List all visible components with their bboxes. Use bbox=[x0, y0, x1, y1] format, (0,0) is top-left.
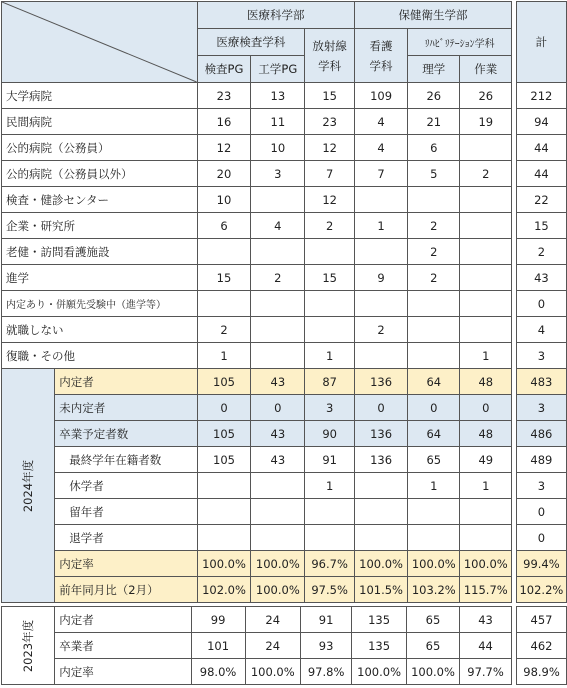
employment-status-table bbox=[1, 1, 567, 603]
value-cell: 0 bbox=[408, 395, 460, 421]
value-cell: 4 bbox=[355, 109, 408, 135]
value-cell bbox=[355, 499, 408, 525]
value-cell: 100.0% bbox=[197, 551, 251, 577]
total-cell: 212 bbox=[516, 83, 566, 109]
total-cell: 44 bbox=[516, 161, 566, 187]
total-cell: 2 bbox=[516, 239, 566, 265]
value-cell: 2 bbox=[355, 317, 408, 343]
row-label: 大学病院 bbox=[2, 83, 198, 109]
value-cell bbox=[355, 291, 408, 317]
row-label: 最終学年在籍者数 bbox=[55, 447, 197, 473]
value-cell: 48 bbox=[460, 369, 512, 395]
header-sagyo: 作業 bbox=[460, 56, 512, 83]
value-cell bbox=[460, 525, 512, 551]
value-cell: 3 bbox=[251, 161, 305, 187]
header-rehab-dept: ﾘﾊﾋﾞﾘﾃｰｼｮﾝ学科 bbox=[408, 29, 512, 56]
value-cell: 115.7% bbox=[460, 577, 512, 603]
value-cell: 64 bbox=[408, 369, 460, 395]
value-cell bbox=[305, 291, 355, 317]
row-label: 進学 bbox=[2, 265, 198, 291]
value-cell: 0 bbox=[355, 395, 408, 421]
value-cell: 136 bbox=[355, 369, 408, 395]
row-label: 留年者 bbox=[55, 499, 197, 525]
value-cell: 97.8% bbox=[300, 659, 352, 685]
value-cell bbox=[355, 473, 408, 499]
total-cell: 0 bbox=[516, 499, 566, 525]
value-cell: 91 bbox=[305, 447, 355, 473]
value-cell: 15 bbox=[305, 265, 355, 291]
total-cell: 102.2% bbox=[516, 577, 566, 603]
value-cell bbox=[197, 525, 251, 551]
table-row bbox=[2, 239, 567, 265]
row-label: 公的病院（公務員） bbox=[2, 135, 198, 161]
corner-header-cell bbox=[2, 2, 198, 83]
diagonal-line bbox=[2, 2, 197, 82]
value-cell: 15 bbox=[305, 83, 355, 109]
value-cell: 9 bbox=[355, 265, 408, 291]
value-cell bbox=[460, 135, 512, 161]
value-cell: 65 bbox=[408, 447, 460, 473]
value-cell: 135 bbox=[352, 607, 406, 633]
value-cell: 87 bbox=[305, 369, 355, 395]
value-cell bbox=[408, 291, 460, 317]
value-cell bbox=[305, 317, 355, 343]
value-cell bbox=[197, 239, 251, 265]
value-cell: 12 bbox=[305, 135, 355, 161]
total-cell: 462 bbox=[517, 633, 567, 659]
table-row bbox=[2, 109, 567, 135]
table-row bbox=[2, 447, 567, 473]
table-row bbox=[2, 213, 567, 239]
header-group-medical-science: 医療科学部 bbox=[197, 2, 354, 29]
total-cell: 94 bbox=[516, 109, 566, 135]
value-cell: 65 bbox=[406, 607, 460, 633]
header-kogaku-pg: 工学PG bbox=[251, 56, 305, 83]
row-label: 前年同月比（2月） bbox=[55, 577, 197, 603]
value-cell: 100.0% bbox=[352, 659, 406, 685]
value-cell bbox=[251, 291, 305, 317]
value-cell bbox=[408, 317, 460, 343]
total-cell: 486 bbox=[516, 421, 566, 447]
year-label-2024 bbox=[2, 369, 55, 603]
value-cell: 26 bbox=[460, 83, 512, 109]
value-cell: 48 bbox=[460, 421, 512, 447]
value-cell: 10 bbox=[251, 135, 305, 161]
value-cell bbox=[408, 525, 460, 551]
value-cell: 97.5% bbox=[305, 577, 355, 603]
value-cell: 65 bbox=[406, 633, 460, 659]
value-cell: 98.0% bbox=[191, 659, 245, 685]
value-cell: 10 bbox=[197, 187, 251, 213]
row-label: 企業・研究所 bbox=[2, 213, 198, 239]
table-row bbox=[2, 659, 567, 685]
header-radiology-dept: 放射線 学科 bbox=[305, 29, 355, 83]
row-label: 退学者 bbox=[55, 525, 197, 551]
total-cell: 4 bbox=[516, 317, 566, 343]
table-row bbox=[2, 473, 567, 499]
value-cell: 100.0% bbox=[355, 551, 408, 577]
header-kensa-dept: 医療検査学科 bbox=[197, 29, 305, 56]
row-label: 卒業者 bbox=[55, 633, 191, 659]
row-label: 民間病院 bbox=[2, 109, 198, 135]
row-label: 復職・その他 bbox=[2, 343, 198, 369]
header-group-health-science: 保健衛生学部 bbox=[355, 2, 512, 29]
year-label-2023 bbox=[2, 607, 55, 685]
value-cell: 100.0% bbox=[245, 659, 300, 685]
value-cell: 0 bbox=[251, 395, 305, 421]
value-cell: 2 bbox=[408, 239, 460, 265]
value-cell bbox=[251, 187, 305, 213]
value-cell bbox=[251, 499, 305, 525]
table-row bbox=[2, 525, 567, 551]
year-label-text: 2023年度 bbox=[21, 619, 36, 672]
table-row bbox=[2, 291, 567, 317]
value-cell: 136 bbox=[355, 421, 408, 447]
value-cell: 100.0% bbox=[408, 551, 460, 577]
table-row bbox=[2, 317, 567, 343]
total-cell: 3 bbox=[516, 343, 566, 369]
value-cell bbox=[197, 499, 251, 525]
value-cell: 43 bbox=[251, 421, 305, 447]
value-cell bbox=[197, 473, 251, 499]
total-cell: 15 bbox=[516, 213, 566, 239]
value-cell: 96.7% bbox=[305, 551, 355, 577]
value-cell bbox=[460, 239, 512, 265]
value-cell: 136 bbox=[355, 447, 408, 473]
header-rigaku: 理学 bbox=[408, 56, 460, 83]
value-cell: 105 bbox=[197, 369, 251, 395]
value-cell: 1 bbox=[460, 343, 512, 369]
value-cell: 21 bbox=[408, 109, 460, 135]
value-cell: 4 bbox=[355, 135, 408, 161]
value-cell: 7 bbox=[305, 161, 355, 187]
value-cell: 2 bbox=[460, 161, 512, 187]
value-cell bbox=[305, 525, 355, 551]
total-cell: 483 bbox=[516, 369, 566, 395]
value-cell: 6 bbox=[408, 135, 460, 161]
value-cell: 101 bbox=[191, 633, 245, 659]
value-cell: 1 bbox=[408, 473, 460, 499]
value-cell: 2 bbox=[408, 265, 460, 291]
value-cell bbox=[251, 473, 305, 499]
value-cell: 99 bbox=[191, 607, 245, 633]
value-cell bbox=[251, 317, 305, 343]
total-cell: 98.9% bbox=[517, 659, 567, 685]
row-label: 未内定者 bbox=[55, 395, 197, 421]
value-cell: 12 bbox=[197, 135, 251, 161]
value-cell: 64 bbox=[408, 421, 460, 447]
table-row bbox=[2, 421, 567, 447]
value-cell: 93 bbox=[300, 633, 352, 659]
value-cell: 100.0% bbox=[406, 659, 460, 685]
table-row bbox=[2, 83, 567, 109]
row-label: 検査・健診センター bbox=[2, 187, 198, 213]
value-cell: 6 bbox=[197, 213, 251, 239]
header-total: 計 bbox=[516, 2, 566, 83]
value-cell: 43 bbox=[251, 447, 305, 473]
year-label-text: 2024年度 bbox=[21, 459, 36, 512]
header-nursing-dept: 看護 学科 bbox=[355, 29, 408, 83]
value-cell: 1 bbox=[460, 473, 512, 499]
value-cell: 7 bbox=[355, 161, 408, 187]
value-cell: 1 bbox=[197, 343, 251, 369]
total-cell: 0 bbox=[516, 525, 566, 551]
table-row bbox=[2, 187, 567, 213]
value-cell: 102.0% bbox=[197, 577, 251, 603]
total-cell: 44 bbox=[516, 135, 566, 161]
value-cell: 101.5% bbox=[355, 577, 408, 603]
table-row bbox=[2, 607, 567, 633]
total-cell: 3 bbox=[516, 473, 566, 499]
value-cell bbox=[305, 499, 355, 525]
value-cell: 1 bbox=[305, 473, 355, 499]
value-cell: 105 bbox=[197, 447, 251, 473]
value-cell: 135 bbox=[352, 633, 406, 659]
value-cell bbox=[197, 291, 251, 317]
total-cell: 3 bbox=[516, 395, 566, 421]
table-row bbox=[2, 343, 567, 369]
row-label: 就職しない bbox=[2, 317, 198, 343]
row-label: 内定者 bbox=[55, 369, 197, 395]
table-row bbox=[2, 499, 567, 525]
value-cell bbox=[355, 343, 408, 369]
year-2023-table bbox=[1, 606, 567, 685]
value-cell: 2 bbox=[408, 213, 460, 239]
table-row bbox=[2, 551, 567, 577]
value-cell bbox=[251, 343, 305, 369]
total-cell: 22 bbox=[516, 187, 566, 213]
value-cell: 3 bbox=[305, 395, 355, 421]
value-cell: 97.7% bbox=[460, 659, 512, 685]
value-cell: 100.0% bbox=[251, 551, 305, 577]
value-cell: 26 bbox=[408, 83, 460, 109]
row-label: 老健・訪問看護施設 bbox=[2, 239, 198, 265]
value-cell: 23 bbox=[197, 83, 251, 109]
value-cell: 1 bbox=[305, 343, 355, 369]
value-cell bbox=[460, 265, 512, 291]
value-cell: 16 bbox=[197, 109, 251, 135]
value-cell: 5 bbox=[408, 161, 460, 187]
value-cell: 105 bbox=[197, 421, 251, 447]
value-cell bbox=[355, 525, 408, 551]
value-cell: 24 bbox=[245, 607, 300, 633]
value-cell: 90 bbox=[305, 421, 355, 447]
row-label: 休学者 bbox=[55, 473, 197, 499]
value-cell: 0 bbox=[460, 395, 512, 421]
value-cell bbox=[460, 187, 512, 213]
value-cell bbox=[460, 213, 512, 239]
value-cell bbox=[460, 291, 512, 317]
value-cell: 2 bbox=[251, 265, 305, 291]
total-cell: 457 bbox=[517, 607, 567, 633]
total-cell: 489 bbox=[516, 447, 566, 473]
table-row bbox=[2, 577, 567, 603]
row-label: 内定あり・併願先受験中（進学等） bbox=[2, 291, 198, 317]
total-cell: 0 bbox=[516, 291, 566, 317]
total-cell: 99.4% bbox=[516, 551, 566, 577]
value-cell bbox=[460, 499, 512, 525]
value-cell: 49 bbox=[460, 447, 512, 473]
value-cell: 12 bbox=[305, 187, 355, 213]
value-cell bbox=[355, 187, 408, 213]
table-row bbox=[2, 135, 567, 161]
value-cell bbox=[305, 239, 355, 265]
row-label: 公的病院（公務員以外） bbox=[2, 161, 198, 187]
value-cell: 4 bbox=[251, 213, 305, 239]
total-cell: 43 bbox=[516, 265, 566, 291]
value-cell: 24 bbox=[245, 633, 300, 659]
table-row bbox=[2, 265, 567, 291]
value-cell: 43 bbox=[460, 607, 512, 633]
value-cell bbox=[408, 187, 460, 213]
value-cell: 1 bbox=[355, 213, 408, 239]
value-cell: 44 bbox=[460, 633, 512, 659]
value-cell: 2 bbox=[197, 317, 251, 343]
value-cell: 2 bbox=[305, 213, 355, 239]
value-cell: 100.0% bbox=[251, 577, 305, 603]
value-cell: 23 bbox=[305, 109, 355, 135]
row-label: 内定者 bbox=[55, 607, 191, 633]
value-cell: 43 bbox=[251, 369, 305, 395]
row-label: 卒業予定者数 bbox=[55, 421, 197, 447]
table-row bbox=[2, 633, 567, 659]
table-row bbox=[2, 369, 567, 395]
value-cell: 91 bbox=[300, 607, 352, 633]
value-cell: 20 bbox=[197, 161, 251, 187]
value-cell bbox=[408, 499, 460, 525]
value-cell: 103.2% bbox=[408, 577, 460, 603]
value-cell: 0 bbox=[197, 395, 251, 421]
value-cell: 19 bbox=[460, 109, 512, 135]
value-cell: 109 bbox=[355, 83, 408, 109]
row-label: 内定率 bbox=[55, 551, 197, 577]
table-row bbox=[2, 395, 567, 421]
value-cell bbox=[355, 239, 408, 265]
value-cell bbox=[251, 525, 305, 551]
value-cell bbox=[251, 239, 305, 265]
value-cell: 100.0% bbox=[460, 551, 512, 577]
table-row bbox=[2, 161, 567, 187]
value-cell: 15 bbox=[197, 265, 251, 291]
value-cell bbox=[408, 343, 460, 369]
row-label: 内定率 bbox=[55, 659, 191, 685]
value-cell bbox=[460, 317, 512, 343]
value-cell: 13 bbox=[251, 83, 305, 109]
value-cell: 11 bbox=[251, 109, 305, 135]
header-kensa-pg: 検査PG bbox=[197, 56, 251, 83]
